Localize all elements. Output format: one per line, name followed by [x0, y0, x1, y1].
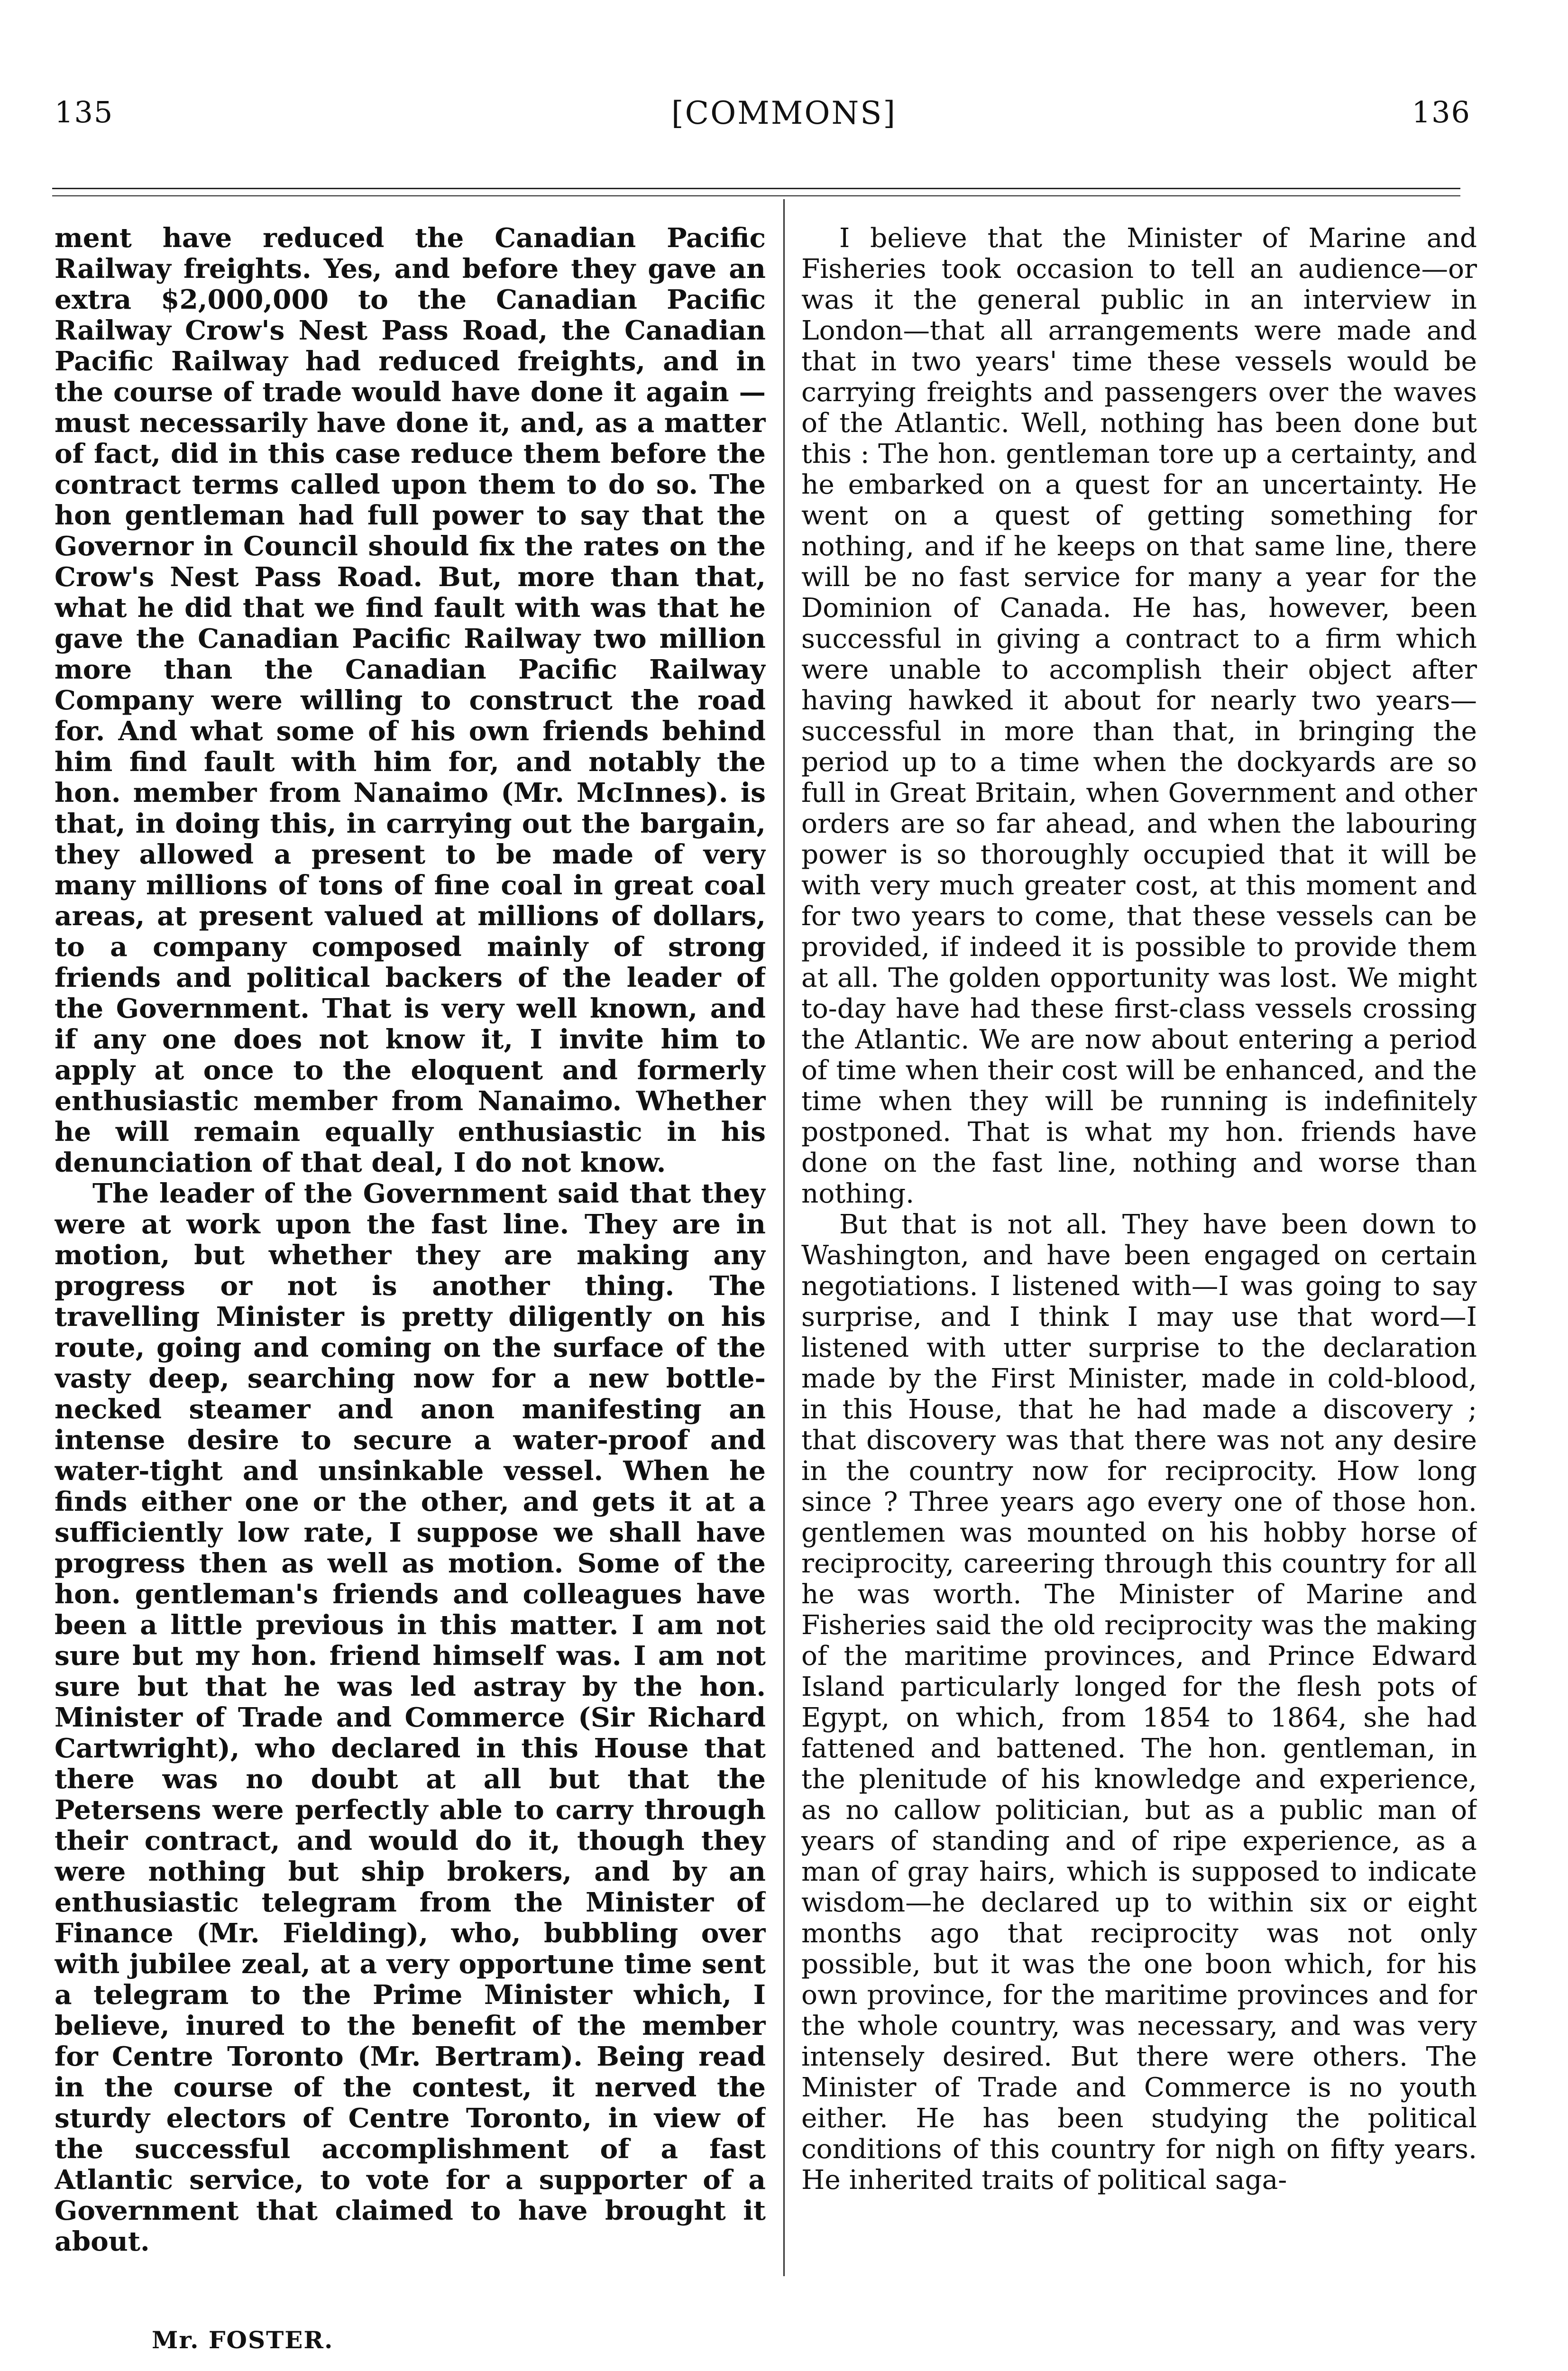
running-head: [COMMONS] [671, 95, 897, 131]
speaker-footer: Mr. FOSTER. [152, 2326, 334, 2354]
paragraph: ment have reduced the Canadian Pacific Railway freights. Yes, and before they gave an extra $2,000,000 to the Canadian Pacific Railway Crow's Nest Pass Road, the Canadian Pacific Railway had reduced freights, and in the course of trade would have done it again —must necessarily have done it, and, as a matter of fact, did in this case reduce them before the contract terms called upon them to do so. The hon gentleman had full power to say that the Governor in Council should fix the rates on the Crow's Nest Pass Road. But, more than that, what he did that we find fault with was that he gave the Canadian Pacific Railway two million more than the Canadian Pacific Railway Company were willing to construct the road for. And what some of his own friends behind him find fault with him for, and notably the hon. member from Nanaimo (Mr. McInnes). is that, in doing this, in carrying out the bargain, they allowed a present to be made of very many millions of tons of fine coal in great coal areas, at present valued at millions of dollars, to a company composed mainly of strong friends and political backers of the leader of the Government. That is very well known, and if any one does not know it, I invite him to apply at once to the eloquent and formerly enthusiastic member from Nanaimo. Whether he will remain equally enthusiastic in his denunciation of that deal, I do not know. [55, 223, 766, 1178]
paragraph: I believe that the Minister of Marine and Fisheries took occasion to tell an audience—or was it the general public in an interview in London—that all arrangements were made and that in two years' time these vessels would be carrying freights and passengers over the waves of the Atlantic. Well, nothing has been done but this : The hon. gentleman tore up a certainty, and he embarked on a quest for an uncertainty. He went on a quest of getting something for nothing, and if he keeps on that same line, there will be no fast service for many a year for the Dominion of Canada. He has, however, been successful in giving a contract to a firm which were unable to accomplish their object after having hawked it about for nearly two years—successful in more than that, in bringing the period up to a time when the dockyards are so full in Great Britain, when Government and other orders are so far ahead, and when the labouring power is so thoroughly occupied that it will be with very much greater cost, at this moment and for two years to come, that these vessels can be provided, if indeed it is possible to provide them at all. The golden opportunity was lost. We might to-day have had these first-class vessels crossing the Atlantic. We are now about entering a period of time when their cost will be enhanced, and the time when they will be running is indefinitely postponed. That is what my hon. friends have done on the fast line, nothing and worse than nothing. [801, 223, 1477, 1209]
paragraph: But that is not all. They have been down to Washington, and have been engaged on certain negotiations. I listened with—I was going to say surprise, and I think I may use that word—I listened with utter surprise to the declaration made by the First Minister, made in cold-blood, in this House, that he had made a discovery ; that discovery was that there was not any desire in the country now for reciprocity. How long since ? Three years ago every one of those hon. gentlemen was mounted on his hobby horse of reciprocity, careering through this country for all he was worth. The Minister of Marine and Fisheries said the old reciprocity was the making of the maritime provinces, and Prince Edward Island particularly longed for the flesh pots of Egypt, on which, from 1854 to 1864, she had fattened and battened. The hon. gentleman, in the plenitude of his knowledge and experience, as no callow politician, but as a public man of years of standing and of ripe experience, as a man of gray hairs, which is supposed to indicate wisdom—he declared up to within six or eight months ago that reciprocity was not only possible, but it was the one boon which, for his own province, for the maritime provinces and for the whole country, was necessary, and was very intensely desired. But there were others. The Minister of Trade and Commerce is no youth either. He has been studying the political conditions of this country for nigh on fifty years. He inherited traits of political saga- [801, 1209, 1477, 2196]
right-column [801, 223, 1477, 2319]
column-divider [783, 199, 785, 2276]
page-header [0, 95, 1568, 147]
paragraph: The leader of the Government said that they were at work upon the fast line. They are in motion, but whether they are making any progress or not is another thing. The travelling Minister is pretty diligently on his route, going and coming on the surface of the vasty deep, searching now for a new bottle-necked steamer and anon manifesting an intense desire to secure a water-proof and water-tight and unsinkable vessel. When he finds either one or the other, and gets it at a sufficiently low rate, I suppose we shall have progress then as well as motion. Some of the hon. gentleman's friends and colleagues have been a little previous in this matter. I am not sure but my hon. friend himself was. I am not sure but that he was led astray by the hon. Minister of Trade and Commerce (Sir Richard Cartwright), who declared in this House that there was no doubt at all but that the Petersens were perfectly able to carry through their contract, and would do it, though they were nothing but ship brokers, and by an enthusiastic telegram from the Minister of Finance (Mr. Fielding), who, bubbling over with jubilee zeal, at a very opportune time sent a telegram to the Prime Minister which, I believe, inured to the benefit of the member for Centre Toronto (Mr. Bertram). Being read in the course of the contest, it nerved the sturdy electors of Centre Toronto, in view of the successful accomplishment of a fast Atlantic service, to vote for a supporter of a Government that claimed to have brought it about. [55, 1178, 766, 2257]
page-number-right: 136 [1412, 95, 1471, 129]
header-rule [52, 188, 1460, 189]
left-column [55, 223, 766, 2319]
page-number-left: 135 [55, 95, 114, 129]
header-rule-thin [52, 195, 1460, 196]
